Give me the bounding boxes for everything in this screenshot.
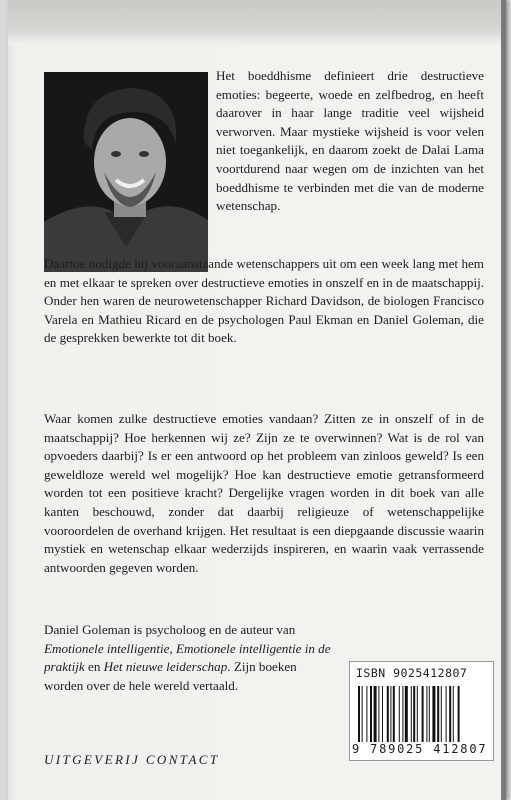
book-title-1: Emotionele intelligentie	[44, 640, 170, 656]
author-bio: Daniel Goleman is psycholoog en de auteur van Emotionele intelligentie, Emotionele intelligentie in de praktijk en Het nieuwe leiderschap. Zijn boeken worden over de hele wereld vertaald.	[44, 622, 331, 693]
publisher-name: UITGEVERIJ CONTACT	[44, 752, 220, 767]
third-paragraph: Waar komen zulke destructieve emoties vandaan? Zitten ze in onszelf of in de maatschappij? Hoe herkennen wij ze? Zijn ze te overwinnen? Wat is de rol van opvoeders daarbij? Is er een antwoord op het probleem van zinloos geweld? Is een geweldloze wereld wel mogelijk? Hoe kan destructieve emotie getransformeerd worden tot een positieve kracht? Dergelijke vragen worden in dit boek van alle kanten beschouwd, zonder dat daarbij religieuze of wetenschappelijke vooroordelen de overhand krijgen. Het resultaat is een diepgaande discussie waarin mystiek en wetenschap elkaar wederzijds inspireren, en waarin vaak verrassende antwoorden gegeven worden.	[44, 411, 484, 575]
barcode-label	[349, 661, 494, 761]
book-title-2: Emotionele intelligentie in de praktijk	[44, 640, 331, 675]
page-edge	[501, 0, 506, 800]
isbn-text: ISBN 9025412807	[356, 666, 468, 680]
second-paragraph: Daartoe nodigde hij vooraanstaande wetenschappers uit om een week lang met hem en met elkaar te spreken over destructieve emoties in onszelf en in de maatschappij. Onder hen waren de neurowetenschapper Richard Davidson, de biologen Francisco Varela en Mathieu Ricard en de psychologen Paul Ekman en Daniel Goleman, die de gesprekken bewerkte tot dit boek.	[44, 256, 484, 346]
ean-number: 9 789025 412807	[352, 742, 488, 756]
barcode-bars	[358, 686, 486, 742]
book-title-3: Het nieuwe leiderschap	[103, 659, 228, 675]
intro-paragraph: Het boeddhisme definieert drie destructieve emoties: begeerte, woede en zelfbedrog, en heeft daarover in haar lange traditie veel wijsheid verworven. Maar mystieke wijsheid is voor velen niet toegankelijk, en daarom zoekt de Dalai Lama voortdurend naar wegen om de inzichten van het boeddhisme te verbinden met die van de moderne wetenschap.	[216, 68, 484, 214]
page-top-edge	[8, 0, 506, 45]
author-photo	[44, 72, 208, 272]
book-back-cover	[8, 0, 506, 800]
